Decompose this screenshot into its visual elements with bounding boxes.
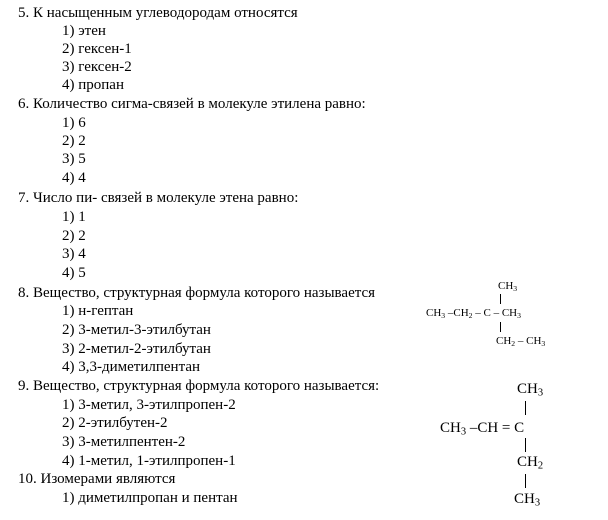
question-7-option-1: 1) 1	[62, 209, 86, 225]
question-6-option-4: 4) 4	[62, 170, 86, 186]
formula-9-top-group: $CH_3$	[517, 381, 544, 399]
question-6-option-1: 1) 6	[62, 115, 86, 131]
question-6-option-3: 3) 5	[62, 151, 86, 167]
question-10-title: 10. Изомерами являются	[18, 471, 176, 487]
formula-9-main-chain: $CH_3$ –CH = C	[440, 420, 525, 438]
question-5-title: 5. К насыщенным углеводородам относятся	[18, 5, 298, 21]
question-9-title: 9. Вещество, структурная формула которого называется:	[18, 378, 380, 394]
question-7-title: 7. Число пи- связей в молекуле этена равно:	[18, 190, 299, 206]
formula-9-bond-top	[525, 401, 526, 415]
question-10-option-1: 1) диметилпропан и пентан	[62, 490, 238, 506]
question-5-option-3: 3) гексен-2	[62, 59, 132, 75]
question-8-option-4: 4) 3,3-диметилпентан	[62, 359, 201, 375]
question-5-option-2: 2) гексен-1	[62, 41, 132, 57]
question-8-option-2: 2) 3-метил-3-этилбутан	[62, 322, 211, 338]
question-6-title: 6. Количество сигма-связей в молекуле этилена равно:	[18, 96, 366, 112]
question-7-option-2: 2) 2	[62, 228, 86, 244]
question-5-option-1: 1) этен	[62, 23, 106, 39]
question-9-option-2: 2) 2-этилбутен-2	[62, 415, 168, 431]
formula-9-bond-middle	[525, 438, 526, 452]
formula-8-bond-bottom	[500, 322, 501, 332]
question-7-option-4: 4) 5	[62, 265, 86, 281]
question-8-option-1: 1) н-гептан	[62, 303, 134, 319]
question-8-option-3: 3) 2-метил-2-этилбутан	[62, 341, 211, 357]
formula-8-bottom-group: $CH_2 - CH_3$	[496, 335, 546, 348]
question-9-option-4: 4) 1-метил, 1-этилпропен-1	[62, 453, 236, 469]
formula-9-bond-bottom	[525, 474, 526, 488]
question-5-option-4: 4) пропан	[62, 77, 124, 93]
question-8-title: 8. Вещество, структурная формула которого называется	[18, 285, 376, 301]
question-6-option-2: 2) 2	[62, 133, 86, 149]
question-9-option-1: 1) 3-метил, 3-этилпропен-2	[62, 397, 236, 413]
formula-9-middle-group: $CH_2$	[517, 454, 544, 472]
formula-8-main-chain: $CH_3$ $-CH_2$ – C – $CH_3$	[426, 307, 521, 320]
formula-8-bond-top	[500, 294, 501, 304]
question-9-option-3: 3) 3-метилпентен-2	[62, 434, 186, 450]
formula-9-bottom-group: $CH_3$	[514, 491, 541, 509]
question-7-option-3: 3) 4	[62, 246, 86, 262]
formula-8-top-group: $CH_3$	[498, 280, 518, 293]
